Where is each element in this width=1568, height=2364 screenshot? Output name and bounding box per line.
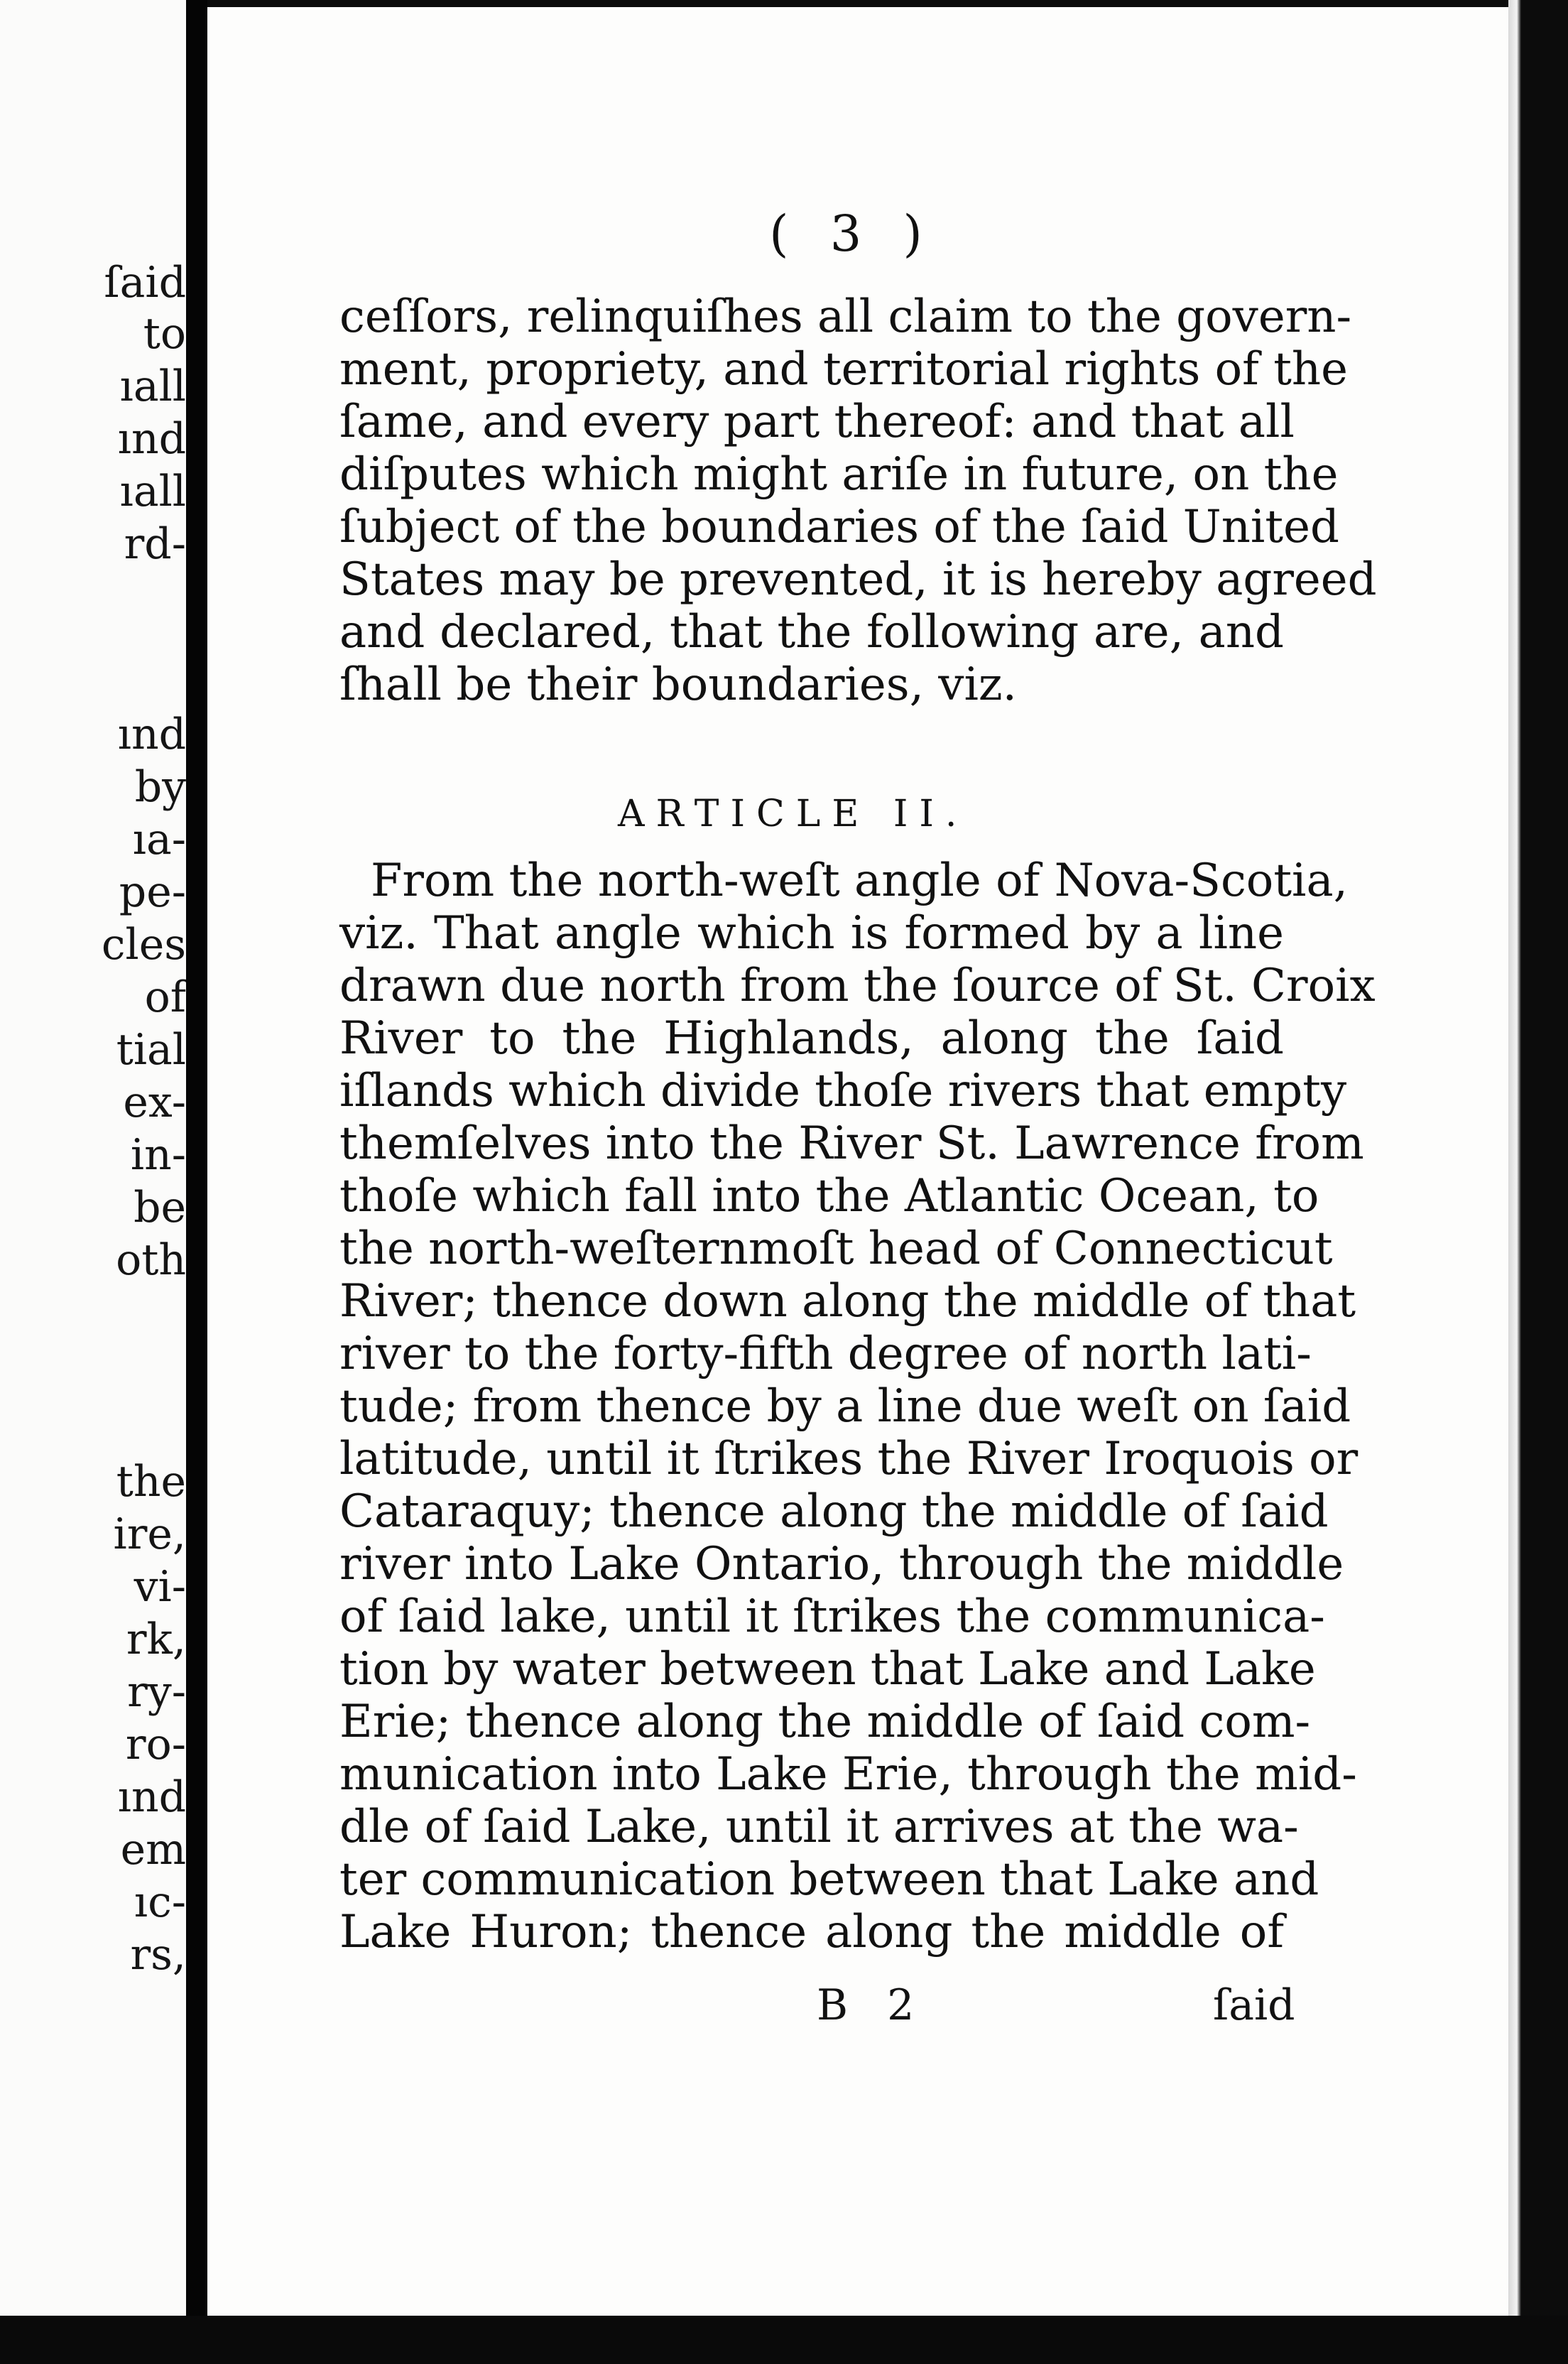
- left-fragment-line: oth: [116, 1235, 186, 1285]
- left-fragment-line: ıa-: [132, 815, 186, 864]
- text-line: iſlands which divide thoſe rivers that empty: [339, 1065, 1347, 1117]
- left-fragment-line: ınd: [117, 414, 186, 464]
- text-line: dle of ſaid Lake, until it arrives at the wa-: [339, 1801, 1299, 1853]
- text-line: Erie; thence along the middle of ſaid com-: [339, 1696, 1311, 1748]
- left-fragment-line: ex-: [123, 1078, 186, 1127]
- text-line: Cataraquy; thence along the middle of ſaid: [339, 1485, 1329, 1538]
- signature-mark: B 2: [817, 1980, 927, 2030]
- page-number: ( 3 ): [769, 205, 935, 263]
- text-line: River; thence down along the middle of that: [339, 1275, 1356, 1328]
- text-line: ment, propriety, and territorial rights of the: [339, 343, 1348, 396]
- text-line: River to the Highlands, along the ſaid: [339, 1012, 1284, 1065]
- left-fragment-line: ıall: [119, 467, 186, 516]
- article-heading: ARTICLE II.: [618, 793, 969, 835]
- text-line: viz. That angle which is formed by a line: [339, 907, 1284, 960]
- text-line: From the north-weſt angle of Nova-Scotia,: [371, 855, 1348, 907]
- text-line: ceſſors, relinquiſhes all claim to the govern-: [339, 291, 1352, 343]
- text-line: latitude, until it ſtrikes the River Iroquois or: [339, 1433, 1359, 1485]
- left-fragment-line: rk,: [126, 1615, 186, 1664]
- left-fragment-line: be: [134, 1183, 186, 1232]
- left-fragment-line: pe-: [119, 867, 186, 917]
- left-fragment-line: the: [116, 1457, 186, 1507]
- left-fragment-line: vi-: [134, 1562, 186, 1612]
- left-fragment-line: ſaid: [104, 258, 186, 308]
- text-line: thoſe which fall into the Atlantic Ocean, to: [339, 1170, 1319, 1222]
- text-line: ſhall be their boundaries, viz.: [339, 658, 1017, 711]
- text-line: river to the forty-fifth degree of north lati-: [339, 1328, 1312, 1380]
- left-fragment-line: by: [134, 762, 186, 812]
- text-line: tion by water between that Lake and Lake: [339, 1643, 1316, 1696]
- text-line: ſame, and every part thereof: and that all: [339, 396, 1295, 448]
- scan-border: [0, 2316, 1568, 2364]
- text-line: diſputes which might ariſe in future, on the: [339, 448, 1339, 501]
- text-line: munication into Lake Erie, through the mid-: [339, 1748, 1357, 1801]
- left-fragment-line: in-: [130, 1130, 186, 1180]
- left-fragment-line: ry-: [127, 1667, 186, 1717]
- previous-page-fragment: [0, 0, 186, 2330]
- page-edge: [1508, 0, 1568, 2364]
- left-fragment-line: ro-: [125, 1720, 186, 1769]
- catchword: ſaid: [1213, 1980, 1295, 2030]
- left-fragment-line: rd-: [124, 519, 186, 569]
- left-fragment-line: rs,: [130, 1930, 186, 1980]
- text-line: drawn due north from the ſource of St. Croix: [339, 960, 1376, 1012]
- left-fragment-line: ınd: [117, 710, 186, 759]
- left-fragment-line: ıc-: [134, 1877, 186, 1927]
- text-line: Lake Huron; thence along the middle of: [339, 1906, 1284, 1958]
- left-fragment-line: em: [120, 1825, 186, 1875]
- text-line: ſubject of the boundaries of the ſaid United: [339, 501, 1339, 553]
- text-line: themſelves into the River St. Lawrence from: [339, 1117, 1364, 1170]
- left-fragment-line: ıall: [119, 362, 186, 411]
- book-gutter: [186, 0, 207, 2364]
- text-line: river into Lake Ontario, through the middle: [339, 1538, 1344, 1590]
- text-line: tude; from thence by a line due weſt on ſaid: [339, 1380, 1351, 1433]
- text-line: States may be prevented, it is hereby agreed: [339, 553, 1377, 606]
- left-fragment-line: cles: [101, 920, 186, 970]
- left-fragment-line: to: [143, 309, 186, 359]
- left-fragment-line: tial: [116, 1025, 186, 1075]
- text-line: the north-weſternmoſt head of Connecticut: [339, 1222, 1333, 1275]
- left-fragment-line: ire,: [113, 1509, 186, 1559]
- text-line: ter communication between that Lake and: [339, 1853, 1319, 1906]
- text-line: of ſaid lake, until it ſtrikes the communica-: [339, 1590, 1325, 1643]
- left-fragment-line: of: [144, 972, 186, 1022]
- text-line: and declared, that the following are, and: [339, 606, 1284, 658]
- left-fragment-line: ınd: [117, 1772, 186, 1822]
